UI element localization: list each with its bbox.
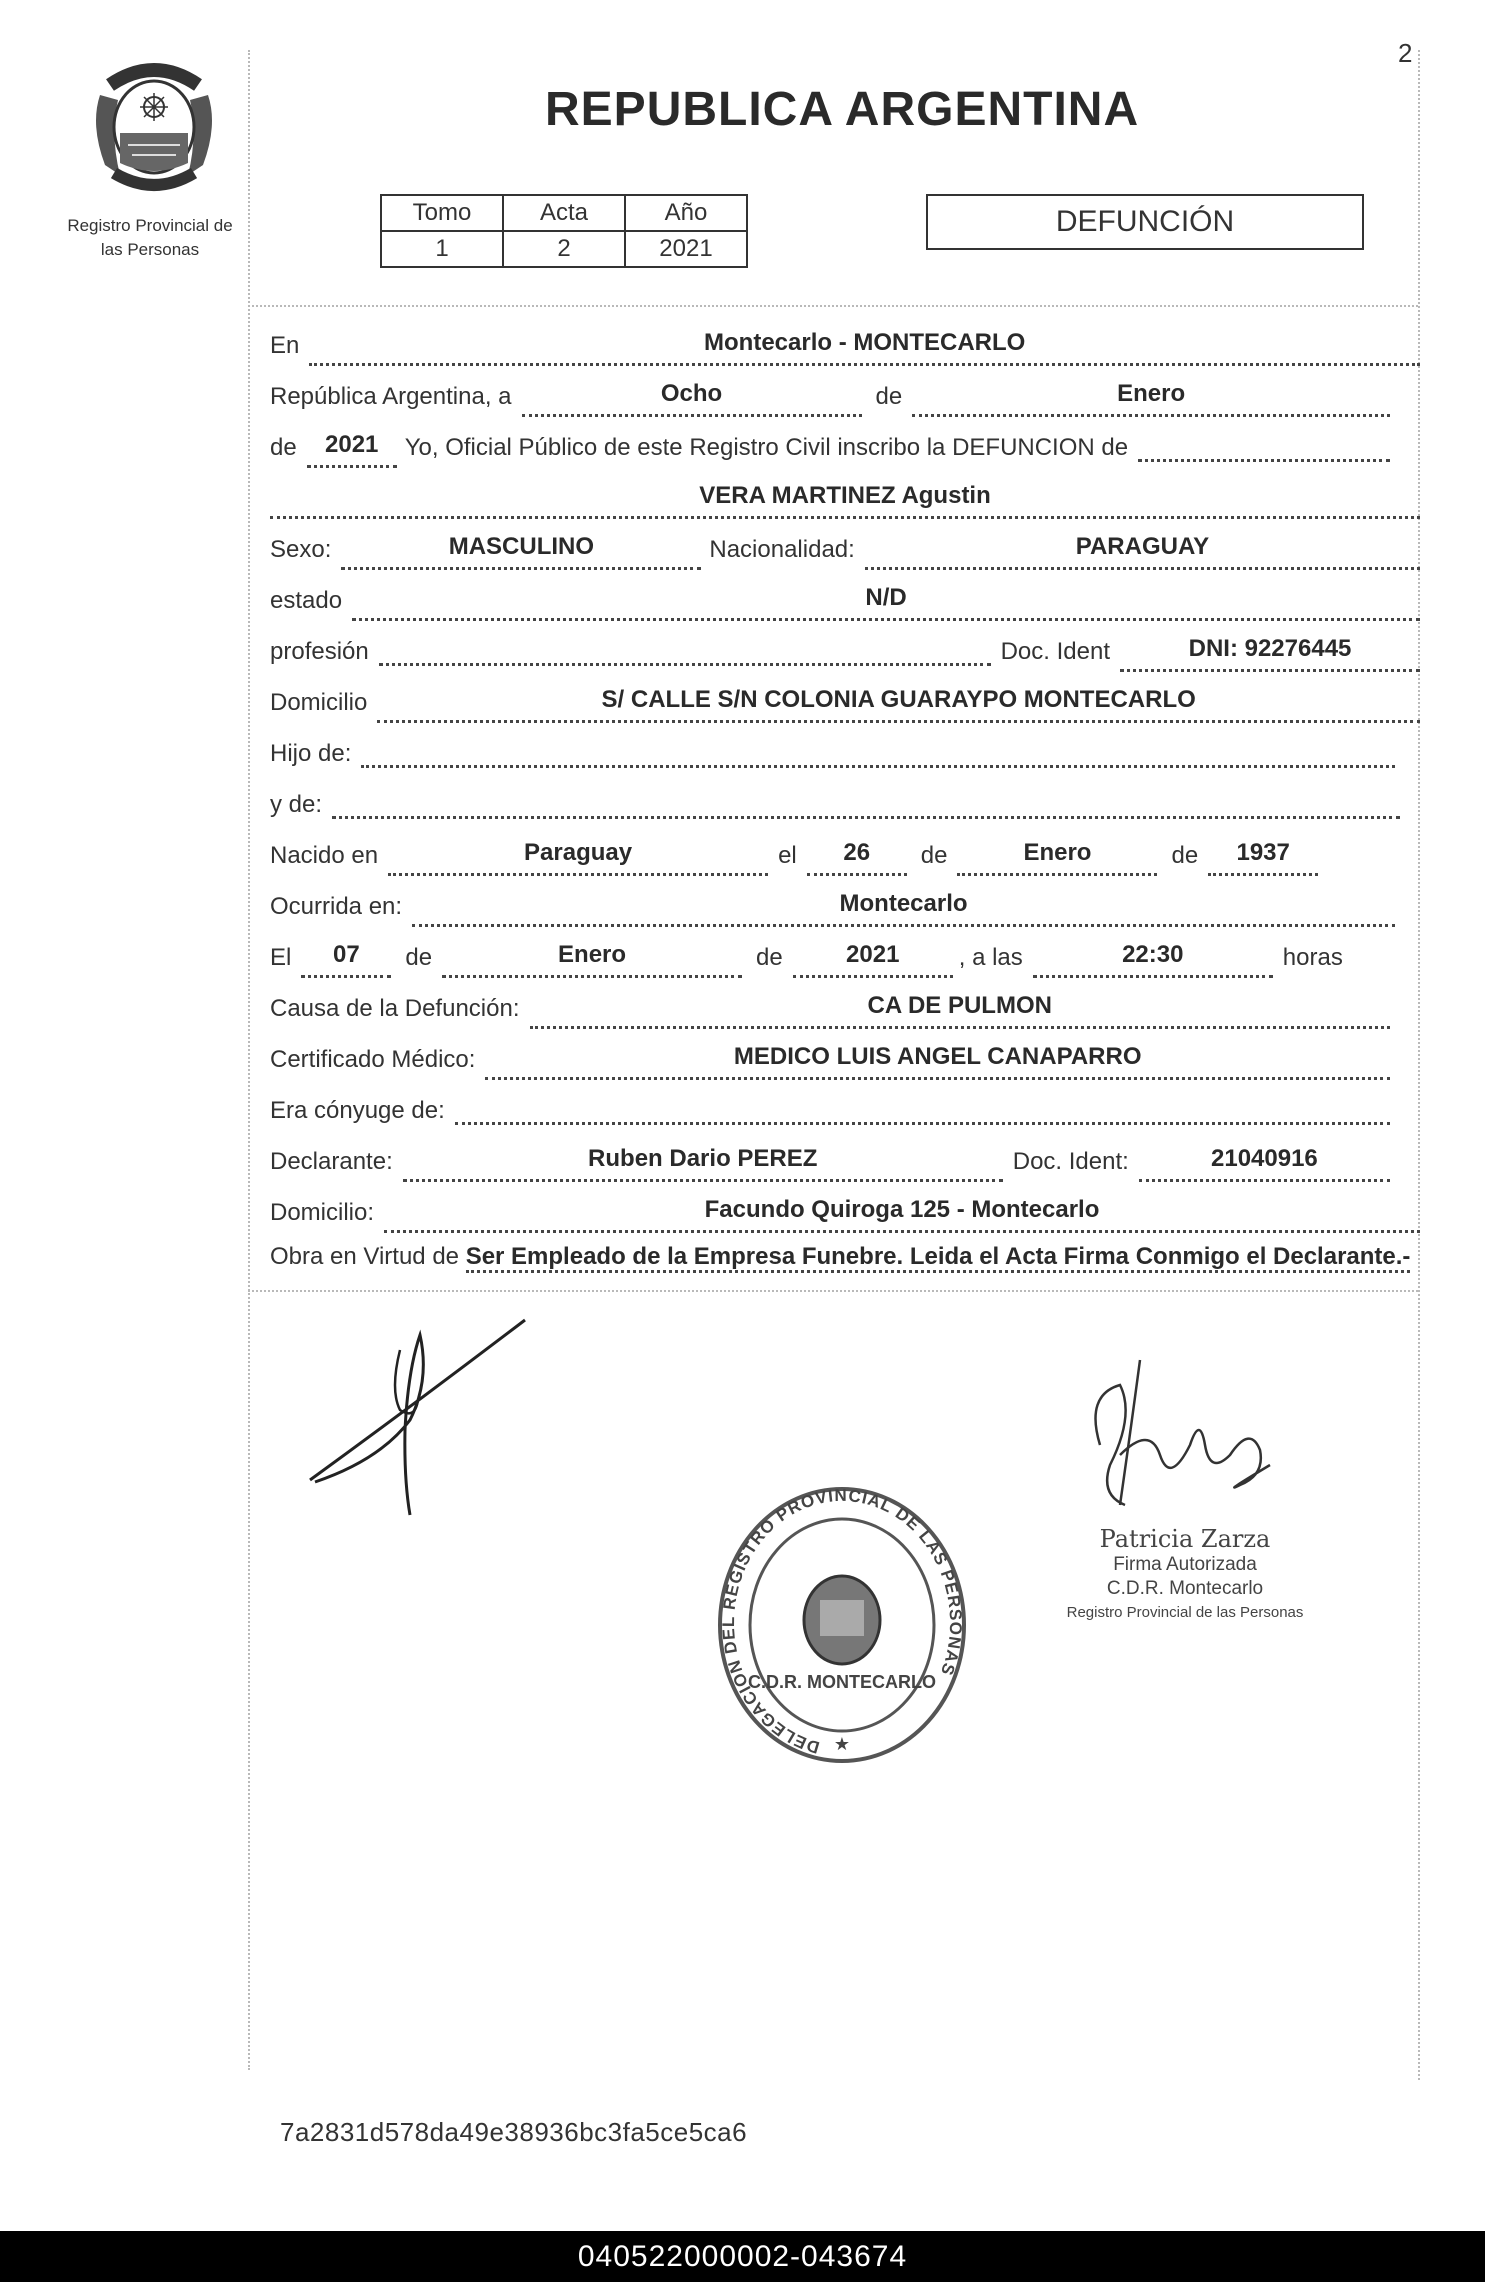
row-civil-status <box>270 570 1420 621</box>
field-death-month: Enero <box>442 941 742 978</box>
field-and-of <box>332 806 1400 819</box>
statement-text: Yo, Oficial Público de este Registro Civil inscribo la DEFUNCION de <box>404 434 1129 461</box>
reference-acta: 2 <box>503 231 625 267</box>
signer-block <box>1030 1525 1340 1625</box>
label-de-year: de <box>270 434 297 461</box>
label-address: Domicilio <box>270 689 368 716</box>
reference-value-row <box>381 231 747 267</box>
field-deceased-name: VERA MARTINEZ Agustin <box>270 482 1420 519</box>
label-child-of: Hijo de: <box>270 740 352 767</box>
row-and-of <box>270 774 1420 825</box>
label-republic: República Argentina, a <box>270 383 512 410</box>
field-cause: CA DE PULMON <box>530 992 1391 1029</box>
field-doc: DNI: 92276445 <box>1120 635 1420 672</box>
field-death-time: 22:30 <box>1033 941 1273 978</box>
reference-header-row <box>381 195 747 231</box>
label-born: Nacido en <box>270 842 379 869</box>
reference-header-acta: Acta <box>503 195 625 231</box>
field-obra: Ser Empleado de la Empresa Funebre. Leida el Acta Firma Conmigo el Declarante.- <box>466 1243 1411 1273</box>
row-cause <box>270 978 1420 1029</box>
footer-id: 040522000002-043674 <box>577 2239 908 2273</box>
field-profession <box>379 653 991 666</box>
reference-header-year: Año <box>625 195 747 231</box>
label-sex: Sexo: <box>270 536 332 563</box>
document-type: DEFUNCIÓN <box>926 194 1364 250</box>
row-sex-nationality <box>270 519 1420 570</box>
field-declarant: Ruben Dario PEREZ <box>403 1145 1003 1182</box>
label-nationality: Nacionalidad: <box>709 536 855 563</box>
field-certificate: MEDICO LUIS ANGEL CANAPARRO <box>485 1043 1390 1080</box>
signer-office: C.D.R. Montecarlo <box>1106 1578 1264 1599</box>
field-birth-place: Paraguay <box>388 839 768 876</box>
page-number: 2 <box>1398 38 1413 68</box>
declarant-signature <box>300 1310 540 1530</box>
field-birth-day: 26 <box>807 839 907 876</box>
document-title: REPUBLICA ARGENTINA <box>545 83 1140 136</box>
label-certificate: Certificado Médico: <box>270 1046 476 1073</box>
label-civil-status: estado <box>270 587 343 614</box>
row-birth <box>270 825 1420 876</box>
left-margin-line <box>248 50 250 2070</box>
field-death-day: 07 <box>301 941 391 978</box>
statement-fill <box>1138 449 1390 462</box>
label-el: el <box>778 842 797 869</box>
label-doc: Doc. Ident <box>1000 638 1110 665</box>
field-child-of <box>361 755 1395 768</box>
label-hours: horas <box>1282 944 1343 971</box>
reference-year: 2021 <box>625 231 747 267</box>
footer-id-bar <box>0 2231 1485 2282</box>
field-day-text: Ocho <box>522 380 862 417</box>
label-and-of: y de: <box>270 791 323 818</box>
field-civil-status: N/D <box>352 584 1420 621</box>
bottom-margin-line <box>248 1290 1418 1292</box>
row-statement <box>270 417 1420 468</box>
label-birth-de-2: de <box>1171 842 1199 869</box>
label-cause: Causa de la Defunción: <box>270 995 520 1022</box>
field-nationality: PARAGUAY <box>865 533 1420 570</box>
row-date <box>270 366 1420 417</box>
death-record-form <box>270 315 1420 1275</box>
field-death-place: Montecarlo <box>412 890 1395 927</box>
field-sex: MASCULINO <box>341 533 701 570</box>
row-spouse <box>270 1080 1420 1131</box>
row-death-date <box>270 927 1420 978</box>
registry-name <box>50 214 250 262</box>
label-birth-de: de <box>920 842 948 869</box>
label-declarant-doc: Doc. Ident: <box>1012 1148 1129 1175</box>
reference-tomo: 1 <box>381 231 503 267</box>
top-margin-line <box>248 305 1418 307</box>
row-obra <box>270 1239 1420 1275</box>
row-declarant-address <box>270 1182 1420 1233</box>
stamp-star-icon: ★ <box>833 1734 851 1754</box>
label-spouse: Era cónyuge de: <box>270 1097 445 1124</box>
label-occurred: Ocurrida en: <box>270 893 403 920</box>
registry-name-line1: Registro Provincial de <box>67 216 233 235</box>
signer-role: Firma Autorizada <box>1113 1554 1257 1575</box>
row-certificate <box>270 1029 1420 1080</box>
field-declarant-address: Facundo Quiroga 125 - Montecarlo <box>384 1196 1420 1233</box>
stamp-outer-text: DELEGACION DEL REGISTRO PROVINCIAL DE LAS PERSONAS <box>719 1485 966 1758</box>
registry-name-line2: las Personas <box>100 240 200 259</box>
row-profession <box>270 621 1420 672</box>
document-hash: 7a2831d578da49e38936bc3fa5ce5ca6 <box>280 2117 748 2147</box>
label-declarant: Declarante: <box>270 1148 393 1175</box>
label-obra: Obra en Virtud de <box>270 1243 460 1270</box>
row-place <box>270 315 1420 366</box>
row-child-of <box>270 723 1420 774</box>
field-birth-year: 1937 <box>1208 839 1318 876</box>
label-death-de: de <box>405 944 433 971</box>
row-declarant <box>270 1131 1420 1182</box>
row-deceased <box>270 468 1420 519</box>
field-declarant-doc: 21040916 <box>1139 1145 1390 1182</box>
field-birth-month: Enero <box>957 839 1157 876</box>
label-at: , a las <box>958 944 1023 971</box>
reference-table <box>380 194 748 268</box>
label-declarant-address: Domicilio: <box>270 1199 375 1226</box>
province-seal-icon <box>80 55 228 195</box>
row-address <box>270 672 1420 723</box>
label-en: En <box>270 332 300 359</box>
signer-name: Patricia Zarza <box>1099 1525 1271 1553</box>
label-de: de <box>875 383 903 410</box>
label-death-de-2: de <box>756 944 783 971</box>
stamp-inner-text: C.D.R. MONTECARLO <box>748 1672 936 1692</box>
field-address: S/ CALLE S/N COLONIA GUARAYPO MONTECARLO <box>377 686 1420 723</box>
field-spouse <box>455 1112 1390 1125</box>
official-stamp <box>712 1480 972 1780</box>
label-profession: profesión <box>270 638 369 665</box>
official-signature <box>1080 1355 1290 1535</box>
signer-registry: Registro Provincial de las Personas <box>1066 1604 1304 1621</box>
field-place: Montecarlo - MONTECARLO <box>309 329 1420 366</box>
field-year: 2021 <box>307 431 397 468</box>
row-occurred <box>270 876 1420 927</box>
reference-header-tomo: Tomo <box>381 195 503 231</box>
field-death-year: 2021 <box>793 941 953 978</box>
field-month: Enero <box>912 380 1390 417</box>
label-el-cap: El <box>270 944 292 971</box>
